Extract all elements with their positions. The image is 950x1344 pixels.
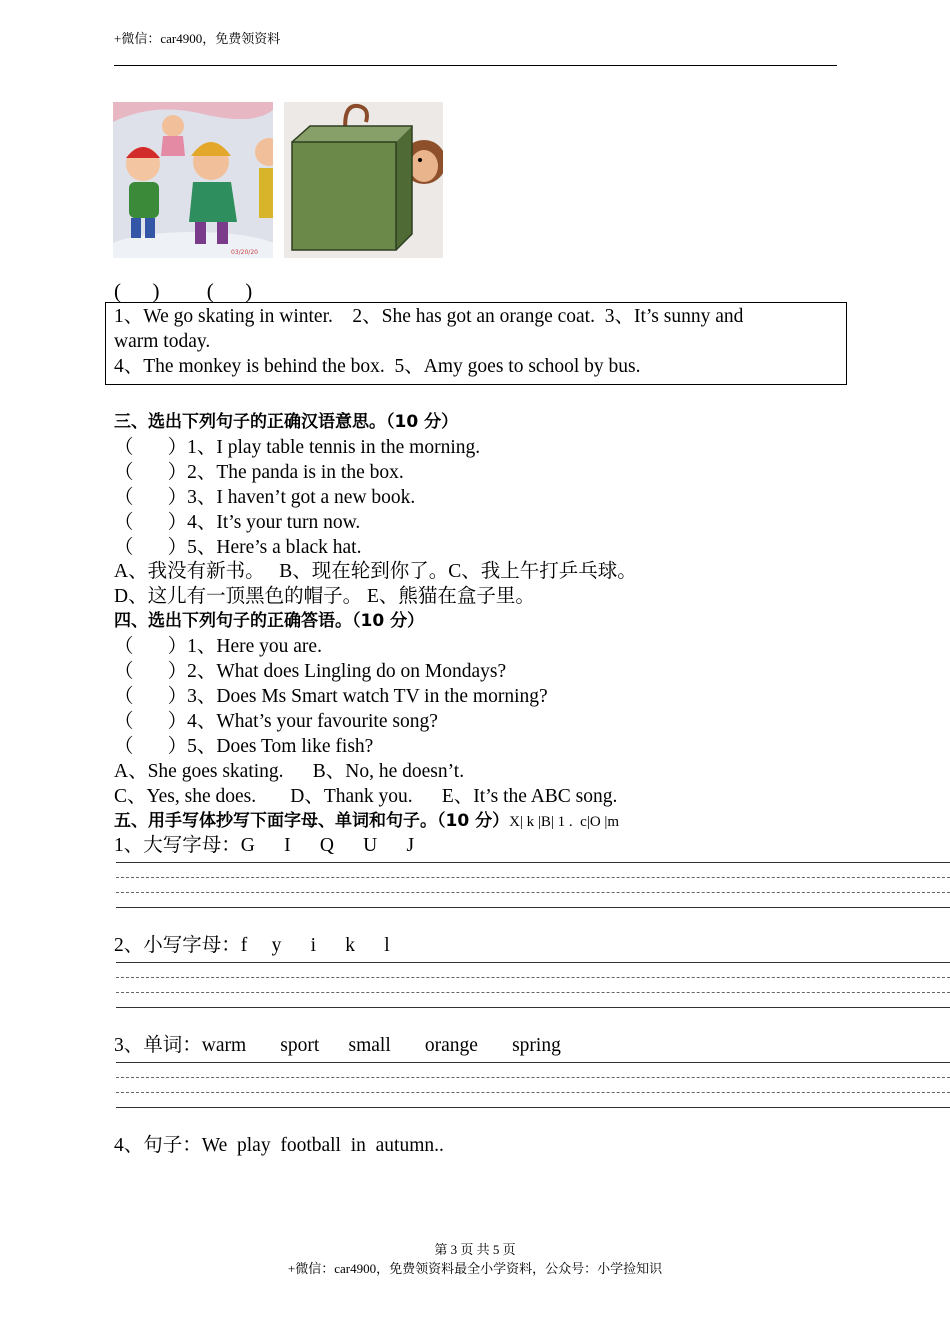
- section5-title-tail: X| k |B| 1 . c|O |m: [509, 814, 620, 830]
- section4-options-1: A、She goes skating. B、No, he doesn’t.: [114, 761, 465, 782]
- section3-item-3: （ ）3、I haven’t got a new book.: [114, 487, 416, 508]
- answer-brackets: ( ) ( ): [114, 279, 253, 303]
- monkey-behind-box-illustration: [284, 102, 443, 258]
- page-number: 第 3 页 共 5 页: [434, 1242, 516, 1257]
- section3-item-2: （ ）2、The panda is in the box.: [114, 462, 404, 483]
- writing-line-dashed: [116, 892, 950, 893]
- q2-lowercase-letters: 2、小写字母：f y i k l: [114, 935, 390, 956]
- box-line-1: 1、We go skating in winter. 2、She has got an orange coat. 3、It’s sunny and: [114, 306, 744, 327]
- writing-line-dashed: [116, 1077, 950, 1078]
- section3-options-1: A、我没有新书。 B、现在轮到你了。C、我上午打乒乓球。: [114, 561, 637, 582]
- footer-text: +微信：car4900，免费领资料最全小学资料，公众号：小学捡知识: [287, 1261, 663, 1276]
- writing-line: [116, 962, 950, 963]
- box-line-2: warm today.: [114, 331, 211, 352]
- header-text: +微信：car4900，免费领资料: [114, 31, 281, 46]
- section3-item-5: （ ）5、Here’s a black hat.: [114, 537, 362, 558]
- writing-line: [116, 1062, 950, 1063]
- section5-title: [114, 809, 619, 835]
- section3-options-2: D、这儿有一顶黑色的帽子。 E、熊猫在盒子里。: [114, 586, 535, 607]
- writing-line-dashed: [116, 1092, 950, 1093]
- section4-item-5: （ ）5、Does Tom like fish?: [114, 736, 374, 757]
- q1-uppercase-letters: 1、大写字母：G I Q U J: [114, 835, 415, 856]
- q3-words: 3、单词：warm sport small orange spring: [114, 1035, 561, 1056]
- section4-item-2: （ ）2、What does Lingling do on Mondays?: [114, 661, 507, 682]
- section4-item-4: （ ）4、What’s your favourite song?: [114, 711, 438, 732]
- section3-title: 三、选出下列句子的正确汉语意思。（10 分）: [114, 412, 459, 432]
- option-box: [105, 302, 847, 385]
- box-line-3: 4、The monkey is behind the box. 5、Amy goes to school by bus.: [114, 356, 641, 377]
- children-skating-illustration: [113, 102, 273, 258]
- writing-line: [116, 907, 950, 908]
- writing-line-dashed: [116, 977, 950, 978]
- section4-item-1: （ ）1、Here you are.: [114, 636, 322, 657]
- writing-line: [116, 1007, 950, 1008]
- section5-title-text: 五、用手写体抄写下面字母、单词和句子。（10 分）: [114, 811, 510, 831]
- writing-line-dashed: [116, 992, 950, 993]
- section4-item-3: （ ）3、Does Ms Smart watch TV in the morning?: [114, 686, 548, 707]
- section3-item-1: （ ）1、I play table tennis in the morning.: [114, 437, 481, 458]
- section4-title: 四、选出下列句子的正确答语。（10 分）: [114, 611, 425, 631]
- header-rule: [114, 65, 837, 66]
- q4-sentence: 4、句子：We play football in autumn..: [114, 1135, 444, 1156]
- writing-line-dashed: [116, 877, 950, 878]
- writing-line: [116, 1107, 950, 1108]
- svg-text:03/20/20: 03/20/20: [231, 249, 258, 256]
- writing-line: [116, 862, 950, 863]
- section4-options-2: C、Yes, she does. D、Thank you. E、It’s the ABC song.: [114, 786, 618, 807]
- section3-item-4: （ ）4、It’s your turn now.: [114, 512, 361, 533]
